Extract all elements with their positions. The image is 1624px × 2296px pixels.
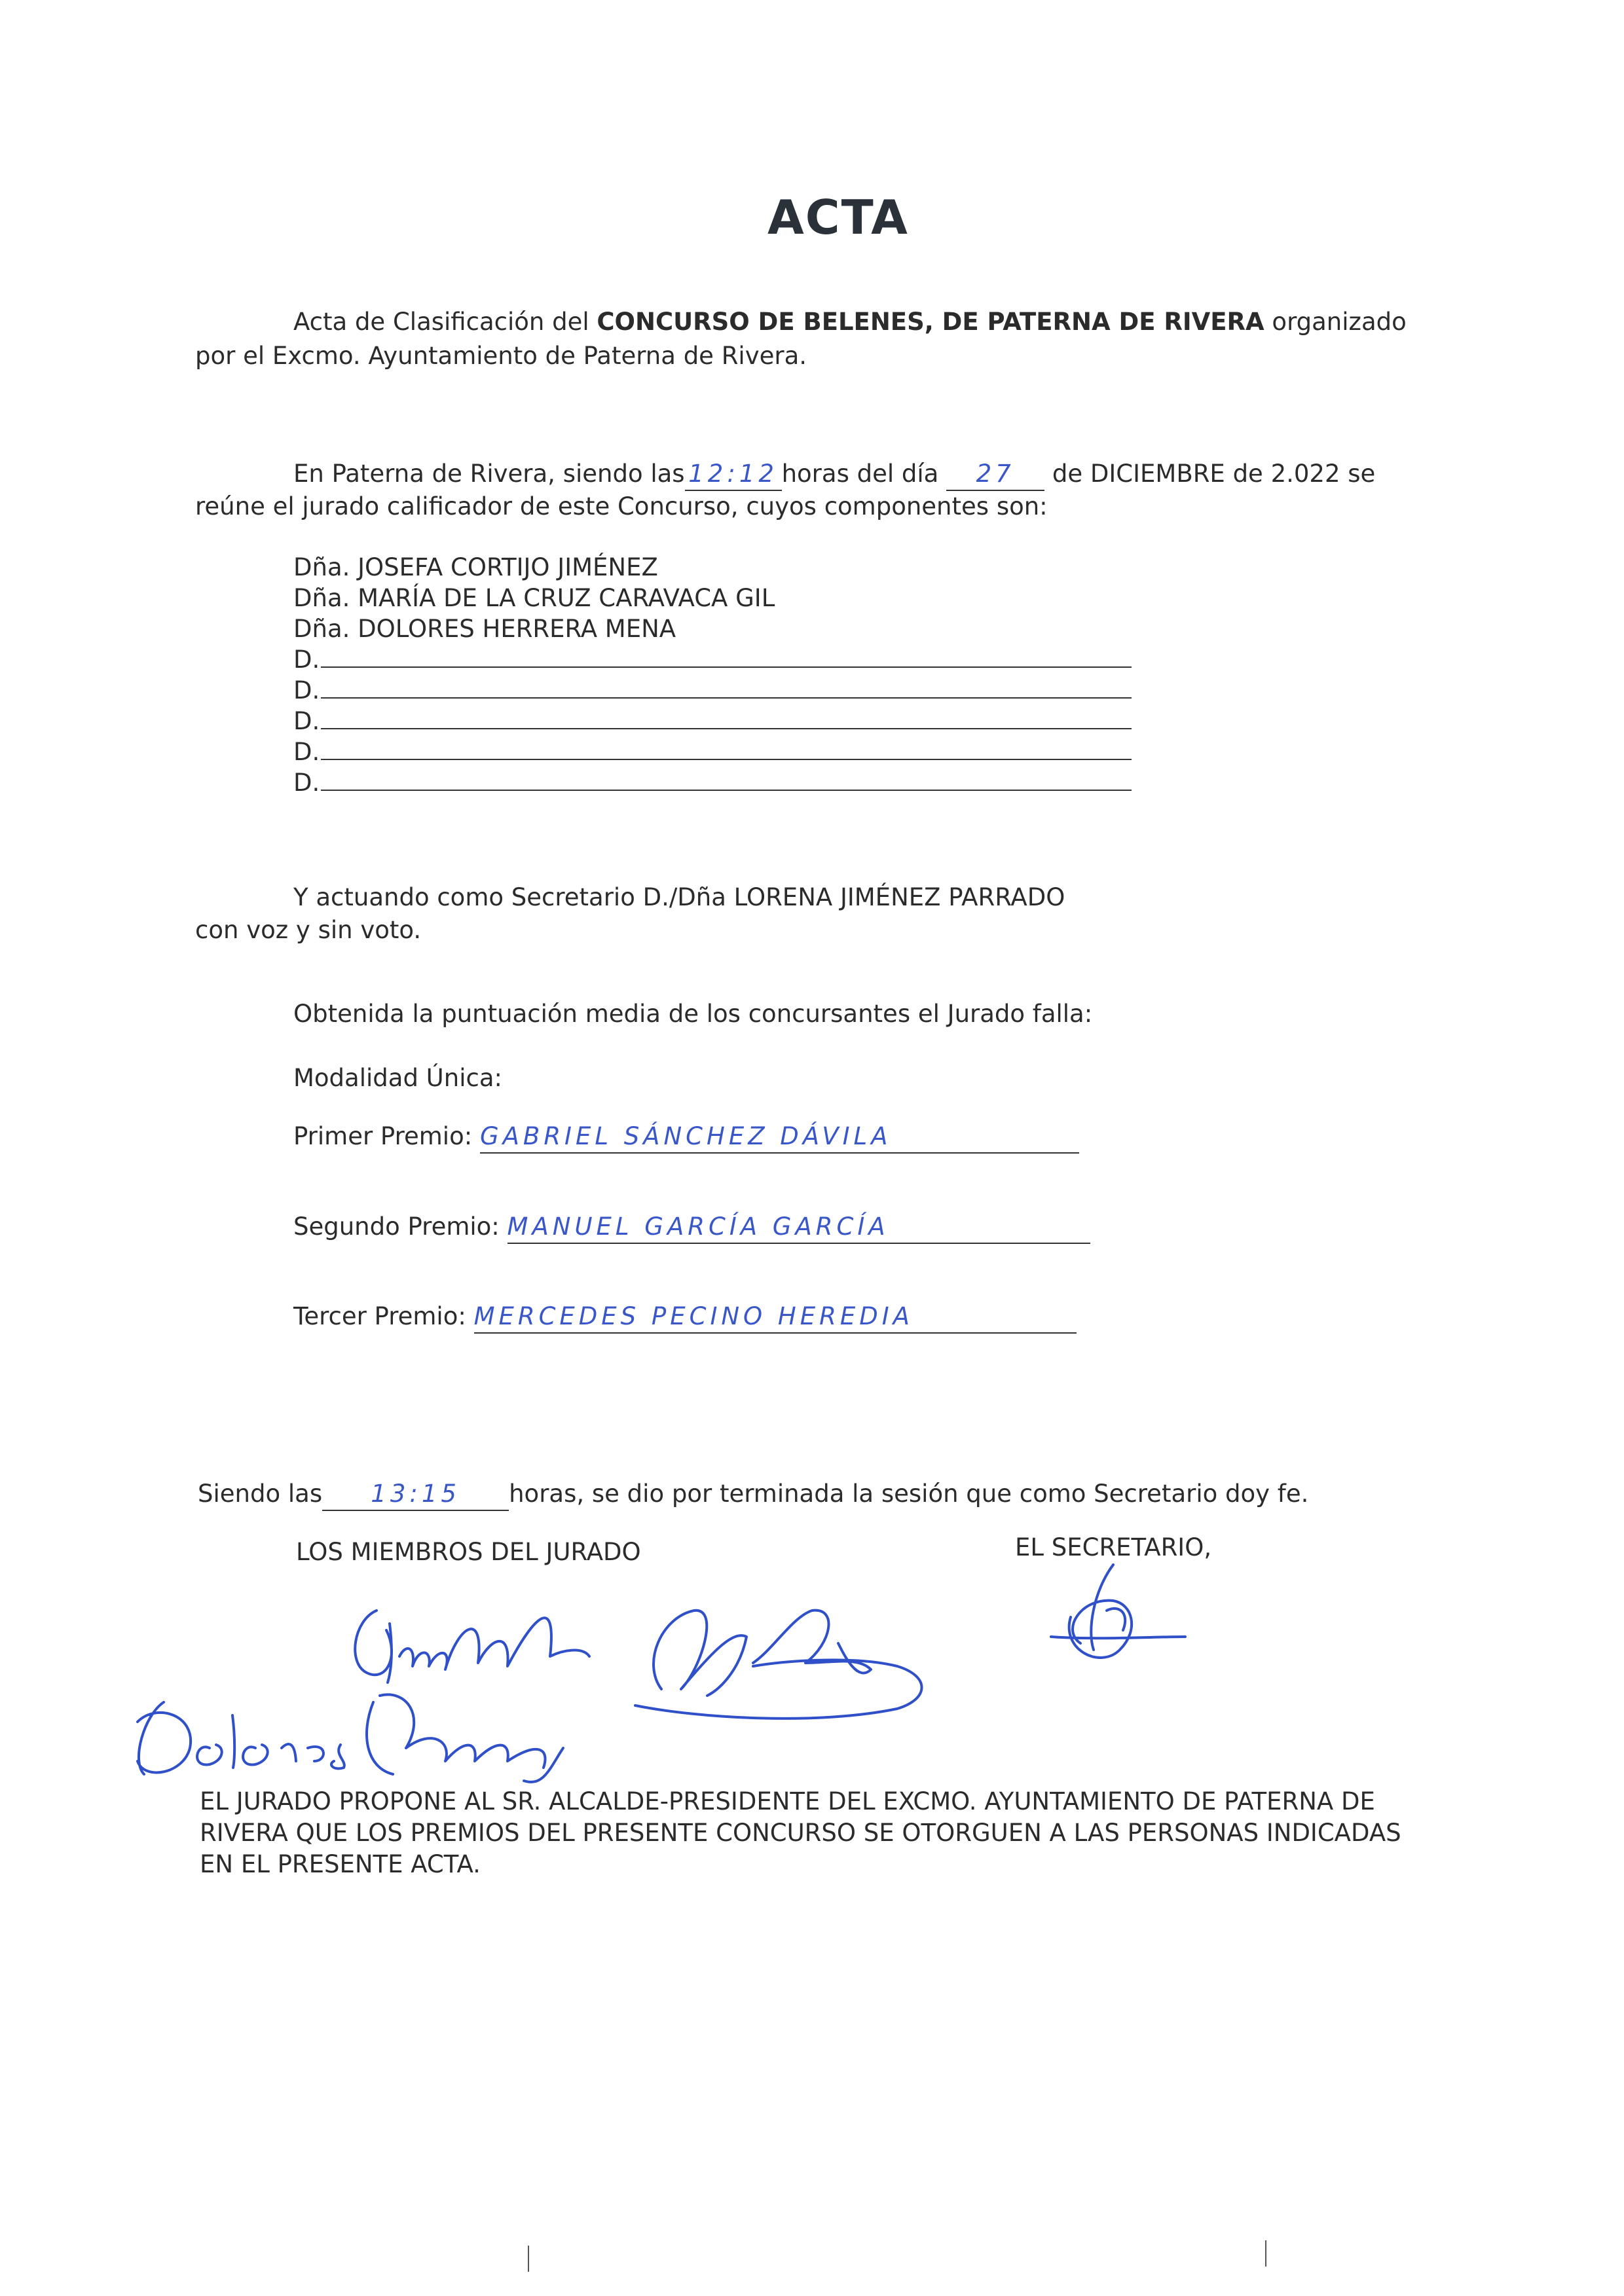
third-prize-winner: MERCEDES PECINO HEREDIA [474,1301,1077,1334]
start-time-field: 12:12 [685,458,782,491]
second-prize-winner: MANUEL GARCÍA GARCÍA [507,1211,1090,1244]
day-field: 27 [946,458,1044,491]
blank-member-prefix: D. [293,738,320,766]
first-prize-winner: GABRIEL SÁNCHEZ DÁVILA [480,1121,1079,1154]
meeting-text-2: horas del día [781,460,939,488]
secretary-line1: Y actuando como Secretario D./Dña LORENA JIMÉNEZ PARRADO [293,883,1065,911]
proposal-line: RIVERA QUE LOS PREMIOS DEL PRESENTE CONCURSO SE OTORGUEN A LAS PERSONAS INDICADAS [200,1819,1401,1847]
meeting-text-3: de DICIEMBRE de 2.022 se [1044,460,1376,488]
first-prize-label: Primer Premio: [293,1122,473,1150]
proposal-line: EN EL PRESENTE ACTA. [200,1850,481,1878]
first-prize-row [293,1121,1079,1154]
closing-paragraph [198,1478,1308,1511]
signature-secretary [1022,1552,1192,1683]
blank-member-line [321,728,1132,729]
signature-jury-2 [622,1591,950,1735]
blank-member-line [321,666,1132,668]
blank-member-prefix: D. [293,646,320,674]
blank-member-line [321,759,1132,760]
closing-text-1: Siendo las [198,1480,323,1508]
blank-member-prefix: D. [293,676,320,704]
meeting-paragraph-line1 [293,458,1375,491]
jury-member: Dña. JOSEFA CORTIJO JIMÉNEZ [293,553,658,581]
second-prize-row [293,1211,1090,1244]
meeting-text-1: En Paterna de Rivera, siendo las [293,460,685,488]
secretary-line2: con voz y sin voto. [195,916,422,944]
intro-text-after: organizado [1264,308,1407,336]
bottom-tick-mark [528,2246,529,2272]
blank-member-prefix: D. [293,769,320,797]
third-prize-row [293,1301,1077,1334]
jury-member: Dña. MARÍA DE LA CRUZ CARAVACA GIL [293,584,775,612]
contest-name: CONCURSO DE BELENES, DE PATERNA DE RIVERA [597,308,1264,336]
closing-text-2: horas, se dio por terminada la sesión que como Secretario doy fe. [509,1480,1309,1508]
third-prize-label: Tercer Premio: [293,1302,466,1330]
intro-text-before: Acta de Clasificación del [293,308,597,336]
meeting-paragraph-line2: reúne el jurado calificador de este Concurso, cuyos componentes son: [195,492,1048,520]
jury-member: Dña. DOLORES HERRERA MENA [293,615,676,643]
blank-member-line [321,790,1132,791]
blank-member-prefix: D. [293,707,320,735]
blank-member-line [321,697,1132,699]
end-time-field: 13:15 [322,1478,509,1511]
intro-paragraph-line2: por el Excmo. Ayuntamiento de Paterna de Rivera. [195,342,807,370]
intro-paragraph-line1 [293,306,1407,338]
document-title: ACTA [767,190,909,245]
proposal-line: EL JURADO PROPONE AL SR. ALCALDE-PRESIDENTE DEL EXCMO. AYUNTAMIENTO DE PATERNA DE [200,1787,1375,1815]
jury-members-label: LOS MIEMBROS DEL JURADO [296,1538,641,1566]
secretary-label: EL SECRETARIO, [1015,1533,1212,1561]
bottom-tick-mark [1265,2240,1266,2267]
modality-label: Modalidad Única: [293,1064,502,1092]
signature-jury-3 [118,1676,602,1787]
second-prize-label: Segundo Premio: [293,1212,500,1241]
verdict-text: Obtenida la puntuación media de los concursantes el Jurado falla: [293,1000,1093,1028]
